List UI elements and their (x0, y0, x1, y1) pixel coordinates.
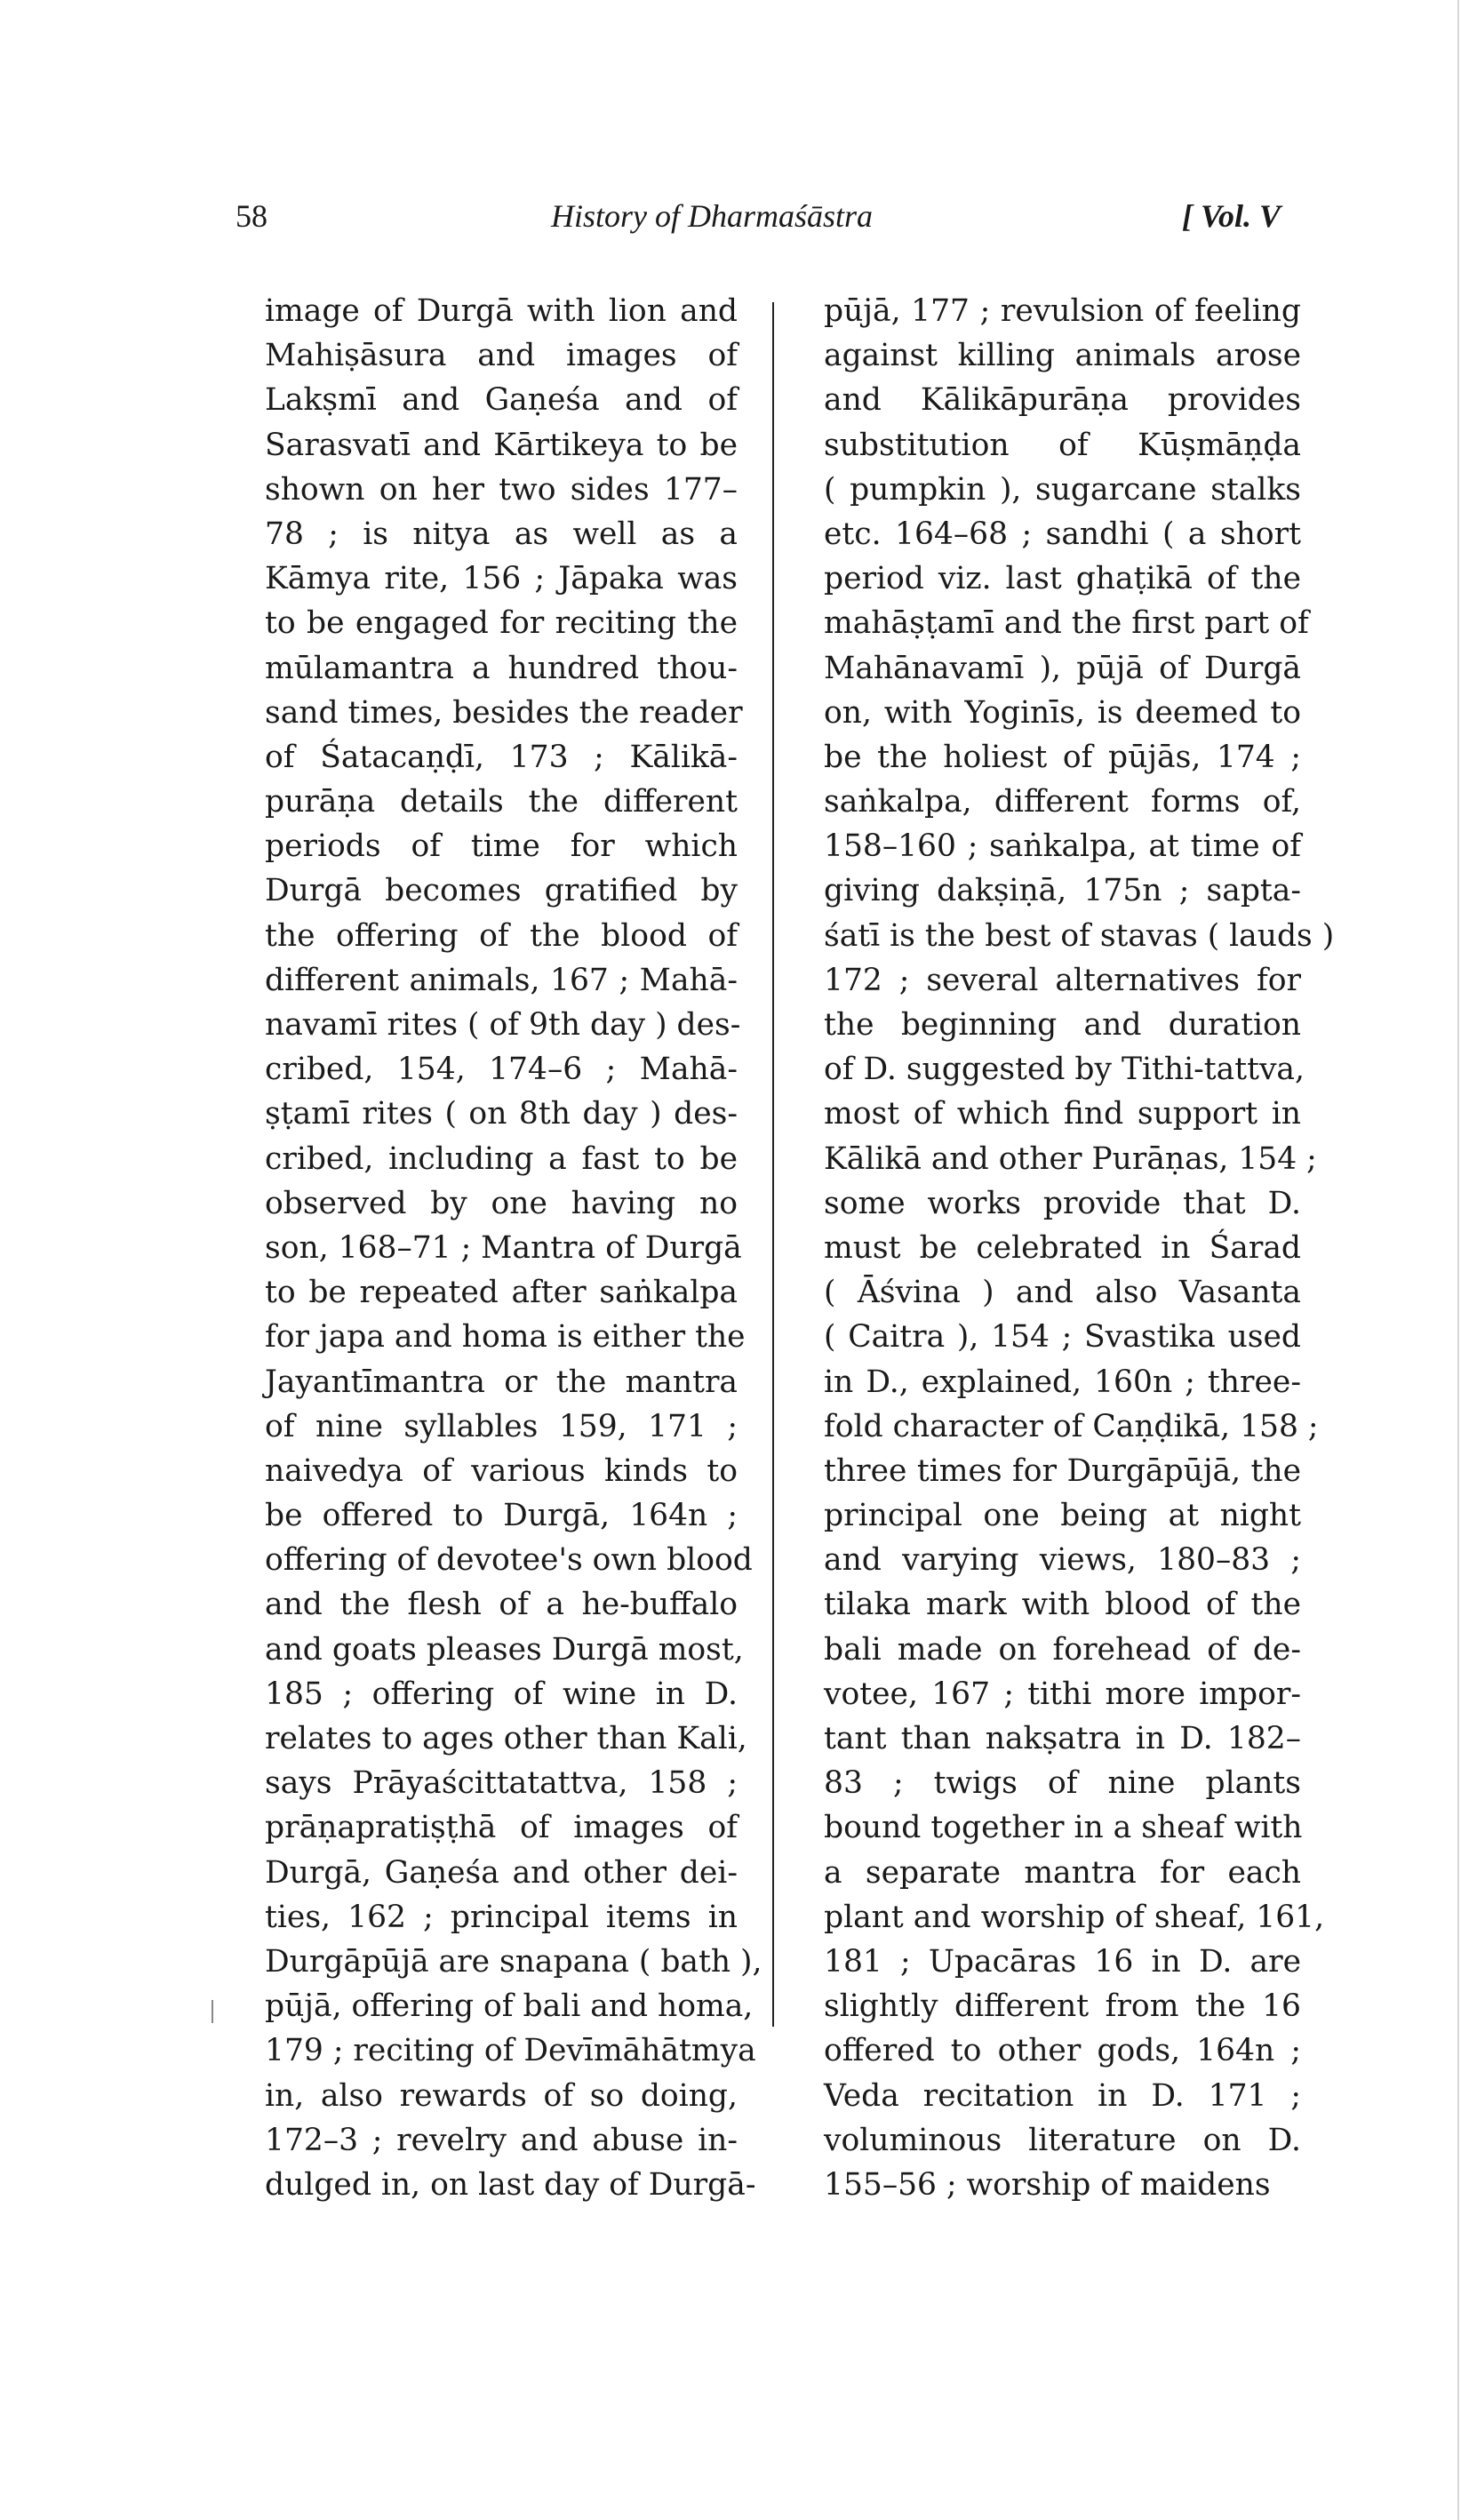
index-line: son, 168–71 ; Mantra of Durgā (265, 1229, 742, 1266)
index-line: Durgā, Gaṇeśa and other dei- (265, 1854, 738, 1891)
index-line: image of Durgā with lion and (265, 293, 738, 329)
index-line: sand times, besides the reader (265, 694, 743, 731)
index-line: 78 ; is nitya as well as a (265, 516, 738, 552)
index-line: be the holiest of pūjās, 174 ; (824, 739, 1301, 775)
index-line: in, also rewards of so doing, (265, 2077, 738, 2114)
index-line: shown on her two sides 177– (265, 471, 738, 508)
index-line: giving dakṣiṇā, 175n ; sapta- (824, 873, 1301, 909)
index-line: of nine syllables 159, 171 ; (265, 1408, 738, 1444)
index-column-left (265, 289, 762, 2207)
index-line: most of which find support in (824, 1096, 1301, 1132)
index-line: a separate mantra for each (824, 1854, 1301, 1891)
index-line: offering of devotee's own blood (265, 1542, 753, 1579)
index-line: Durgā becomes gratified by (265, 873, 738, 909)
index-line: navamī rites ( of 9th day ) des- (265, 1007, 741, 1043)
margin-mark (212, 2000, 213, 2023)
index-line: prāṇapratiṣṭhā of images of (265, 1810, 738, 1846)
index-line: must be celebrated in Śarad (824, 1229, 1301, 1266)
index-line: Kāmya rite, 156 ; Jāpaka was (265, 561, 738, 597)
index-line: and goats pleases Durgā most, (265, 1631, 744, 1668)
index-line: says Prāyaścittatattva, 158 ; (265, 1765, 738, 1802)
index-line: and Kālikāpurāṇa provides (824, 382, 1301, 419)
index-line: cribed, 154, 174–6 ; Mahā- (265, 1052, 738, 1088)
index-line: 155–56 ; worship of maidens (824, 2166, 1271, 2203)
index-line: 158–160 ; saṅkalpa, at time of (824, 828, 1301, 865)
index-line: Kālikā and other Purāṇas, 154 ; (824, 1140, 1317, 1177)
index-line: naivedya of various kinds to (265, 1452, 738, 1489)
index-line: plant and worship of sheaf, 161, (824, 1899, 1325, 1935)
index-line: mūlamantra a hundred thou- (265, 650, 738, 686)
index-line: Jayantīmantra or the mantra (265, 1364, 738, 1400)
index-line: 181 ; Upacāras 16 in D. are (824, 1943, 1301, 1980)
index-line: to be engaged for reciting the (265, 605, 738, 642)
index-line: slightly different from the 16 (824, 1988, 1301, 2025)
index-column-right (824, 289, 1335, 2207)
index-line: Lakṣmī and Gaṇeśa and of (265, 382, 738, 419)
index-line: bound together in a sheaf with (824, 1810, 1303, 1846)
index-line: Durgāpūjā are snapana ( bath ), (265, 1943, 762, 1980)
index-line: to be repeated after saṅkalpa (265, 1275, 738, 1311)
index-line: for japa and homa is either the (265, 1319, 746, 1356)
index-line: votee, 167 ; tithi more impor- (824, 1676, 1301, 1712)
index-line: 172 ; several alternatives for (824, 962, 1301, 998)
index-line: saṅkalpa, different forms of, (824, 784, 1301, 820)
index-line: bali made on forehead of de- (824, 1631, 1301, 1668)
index-line: Mahiṣāsura and images of (265, 338, 738, 374)
index-line: principal one being at night (824, 1498, 1301, 1534)
index-line: ṣṭamī rites ( on 8th day ) des- (265, 1096, 738, 1132)
index-line: 185 ; offering of wine in D. (265, 1676, 738, 1712)
index-line: the offering of the blood of (265, 917, 738, 954)
page-header (0, 197, 1469, 251)
index-line: voluminous literature on D. (824, 2122, 1301, 2158)
index-line: 172–3 ; revelry and abuse in- (265, 2122, 738, 2158)
index-line: and varying views, 180–83 ; (824, 1542, 1301, 1579)
index-line: ties, 162 ; principal items in (265, 1899, 738, 1935)
index-line: cribed, including a fast to be (265, 1140, 738, 1177)
page-edge-line (1457, 0, 1459, 2520)
index-line: Veda recitation in D. 171 ; (824, 2077, 1301, 2114)
index-line: Mahānavamī ), pūjā of Durgā (824, 650, 1301, 686)
index-line: the beginning and duration (824, 1007, 1301, 1043)
index-line: periods of time for which (265, 828, 738, 865)
index-line: against killing animals arose (824, 338, 1301, 374)
index-line: of Śatacaṇḍī, 173 ; Kālikā- (265, 739, 738, 775)
index-line: ( pumpkin ), sugarcane stalks (824, 471, 1301, 508)
index-line: ( Caitra ), 154 ; Svastika used (824, 1319, 1301, 1356)
column-divider (772, 302, 774, 2027)
index-line: different animals, 167 ; Mahā- (265, 962, 738, 998)
index-line: purāṇa details the different (265, 784, 738, 820)
index-line: Sarasvatī and Kārtikeya to be (265, 427, 738, 463)
index-line: tant than nakṣatra in D. 182– (824, 1721, 1301, 1756)
index-line: śatī is the best of stavas ( lauds ) (824, 917, 1335, 954)
index-line: fold character of Caṇḍikā, 158 ; (824, 1408, 1319, 1444)
index-line: pūjā, offering of bali and homa, (265, 1988, 754, 2025)
index-line: relates to ages other than Kali, (265, 1721, 747, 1756)
running-title: History of Dharmaśāstra (551, 198, 874, 234)
index-line: substitution of Kūṣmāṇḍa (824, 427, 1301, 463)
index-line: period viz. last ghaṭikā of the (824, 561, 1301, 597)
index-line: ( Āśvina ) and also Vasanta (824, 1275, 1301, 1311)
index-line: offered to other gods, 164n ; (824, 2033, 1301, 2069)
index-line: dulged in, on last day of Durgā- (265, 2166, 756, 2203)
index-line: mahāṣṭamī and the first part of (824, 605, 1309, 642)
index-line: be offered to Durgā, 164n ; (265, 1498, 738, 1534)
index-line: three times for Durgāpūjā, the (824, 1452, 1301, 1489)
index-line: on, with Yoginīs, is deemed to (824, 694, 1301, 731)
index-line: in D., explained, 160n ; three- (824, 1364, 1301, 1400)
index-line: some works provide that D. (824, 1185, 1301, 1221)
index-line: of D. suggested by Tithi-tattva, (824, 1052, 1305, 1088)
index-line: and the flesh of a he-buffalo (265, 1587, 738, 1623)
volume-label: [ Vol. V (1182, 198, 1281, 234)
page-number: 58 (236, 198, 267, 234)
index-line: observed by one having no (265, 1185, 738, 1221)
index-line: 179 ; reciting of Devīmāhātmya (265, 2033, 756, 2069)
index-line: tilaka mark with blood of the (824, 1587, 1301, 1623)
index-line: etc. 164–68 ; sandhi ( a short (824, 516, 1301, 552)
index-line: pūjā, 177 ; revulsion of feeling (824, 293, 1301, 329)
index-line: 83 ; twigs of nine plants (824, 1765, 1301, 1802)
